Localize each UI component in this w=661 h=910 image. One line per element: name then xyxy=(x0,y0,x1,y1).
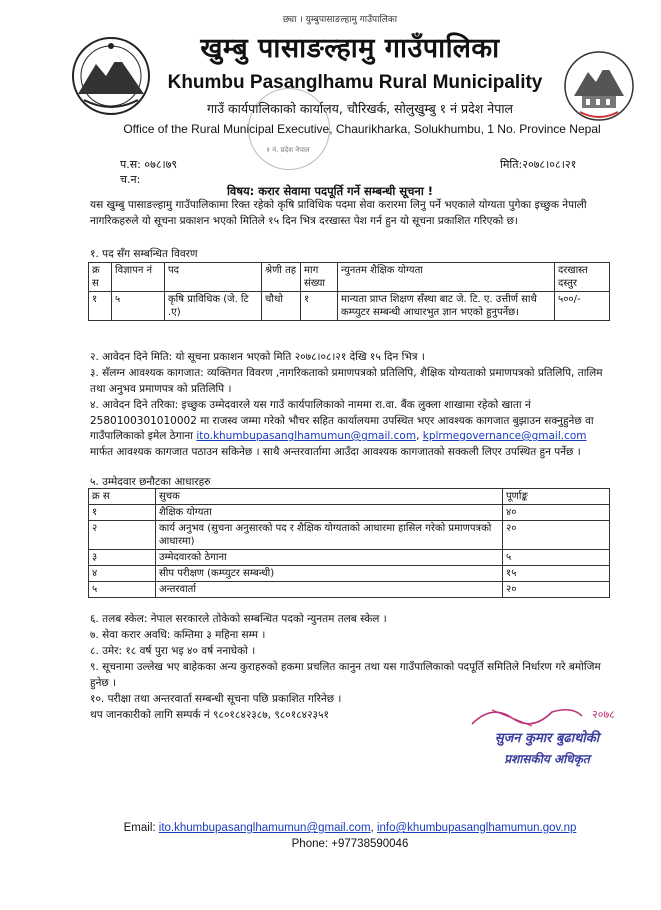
cell: सीप परीक्षण (कम्प्युटर सम्बन्धी) xyxy=(156,566,503,582)
cell: १५ xyxy=(503,566,610,582)
intro-paragraph: यस खुम्बु पासाङल्हामु गाउँपालिकामा रिक्त रहेको कृषि प्राविधिक पदमा सेवा करारमा लिनु पर्ने भएकाले योग्यता पुगेका इच्छुक नेपाली नागरिकहरुले यो सूचना प्रकाशन भएको मितिले १५ दिन भित्र दरखास्त पेश गर्न हुन यो सूचना प्रकाशित गरिएको छ। xyxy=(90,199,587,227)
email-link-governance[interactable]: kplrmegovernance@gmail.com xyxy=(422,430,587,442)
signature-scribble xyxy=(462,700,632,730)
paragraph-4-text-a: ४. आवेदन दिने तरिका: इच्छुक उम्मेदवारले यस गाउँ कार्यपालिकाको नाममा रा.वा. बैंक लुक्ला शाखामा रहेको खाता नं 2580100301010002 मा राजस्व जम्मा गरेको भौचर सहित कार्यालयमा उपस्थित भएर आवश्यक कागजात बुझाउन सक्नुहुनेछ वा गाउँपालिकाको इमेल ठेगाना xyxy=(90,399,594,442)
cell: १ xyxy=(89,505,156,521)
header-cell: न्युनतम शैक्षिक योग्यता xyxy=(338,263,555,292)
cell: ५ xyxy=(89,582,156,598)
paragraph-3: ३. सँलग्न आवश्यक कागजात: व्यक्तिगत विवरण ,नागरिकताको प्रमाणपत्रको प्रतिलिपि, शैक्षिक योग्यताको प्रमाणपत्रको प्रतिलिपि, तालिम तथा अनुभव प्रमाणपत्र को प्रतिलिपि । xyxy=(90,367,603,395)
paragraph-6: ६. तलब स्केल: नेपाल सरकारले तोकेको सम्बन्धित पदको न्युनतम तलब स्केल । xyxy=(90,613,387,625)
header-cell: सुचक xyxy=(156,489,503,505)
header-cell: विज्ञापन नं xyxy=(112,263,165,292)
header-cell: क्र स xyxy=(89,263,112,292)
section-1-heading: १. पद सँग सम्बन्धित विवरण xyxy=(90,248,198,260)
cell: उम्मेदवारको ठेगाना xyxy=(156,550,503,566)
cell: मान्यता प्राप्त शिक्षण सँस्था बाट जे. टि. ए. उत्तीर्ण साथै कम्प्युटर सम्बन्धी आधारभुत ज्ञान भएको हुनुपर्नेछ। xyxy=(338,292,555,321)
footer-email-link-1[interactable]: ito.khumbupasanglhamumun@gmail.com xyxy=(158,822,371,834)
footer-phone: Phone: +97738590046 xyxy=(291,838,409,850)
paragraph-4-text-c: मार्फत आवश्यक कागजात पठाउन सकिनेछ । साथै अन्तरवार्तामा आउँदा आवश्यक कागजातको सक्कली लिएर उपस्थित हुन पर्नेछ । xyxy=(90,445,581,458)
header-cell: माग संख्या xyxy=(301,263,338,292)
header-cell: पूर्णाङ्क xyxy=(503,489,610,505)
header-top-text: छ्या । युम्बुपासाङल्हामु गाउँपालिका xyxy=(282,15,398,25)
cell: शैक्षिक योग्यता xyxy=(156,505,503,521)
subject: विषय: करार सेवामा पदपूर्ति गर्ने सम्बन्धी सूचना ! xyxy=(226,184,434,198)
paragraph-9: ९. सूचनामा उल्लेख भए बाहेकका अन्य कुराहरुको हकमा प्रचलित कानुन तथा यस गाउँपालिकाको पदपूर्ति समितिले निर्धारण गरे बमोजिम हुनेछ । xyxy=(90,661,601,689)
selection-criteria-table xyxy=(88,488,610,598)
office-stamp xyxy=(248,88,330,170)
table-row xyxy=(89,505,610,521)
section-5-heading: ५. उम्मेदवार छनौटका आधारहरु xyxy=(90,476,211,488)
cell: २० xyxy=(503,582,610,598)
ref-number: प.स: ०७८।७९ xyxy=(120,158,178,171)
paragraph-7: ७. सेवा करार अवधि: कम्तिमा ३ महिना सम्म । xyxy=(90,629,266,641)
address-nepali: गाउँ कार्यपालिकाको कार्यालय, चौरिखर्क, सोलुखुम्बु १ नं प्रदेश नेपाल xyxy=(206,101,514,116)
header-cell: क्र स xyxy=(89,489,156,505)
paragraph-2: २. आवेदन दिने मिति: यो सूचना प्रकाशन भएको मिति २०७८।०८।२१ देखि १५ दिन भित्र । xyxy=(90,351,425,363)
paragraph-8: ८. उमेर: १८ वर्ष पुरा भइ ४० वर्ष ननाघेको । xyxy=(90,645,256,657)
header-cell: श्रेणी तह xyxy=(262,263,301,292)
cell: १ xyxy=(89,292,112,321)
cell: चौथो xyxy=(262,292,301,321)
paragraph-10: १०. परीक्षा तथा अन्तरवार्ता सम्बन्धी सूचना पछि प्रकाशित गरिनेछ । xyxy=(90,693,342,705)
footer-email-line xyxy=(110,822,590,834)
date: मिति:२०७८।०८।२१ xyxy=(500,158,577,171)
footer-separator: , xyxy=(370,822,374,834)
table-header-row xyxy=(89,489,610,505)
cell: १ xyxy=(301,292,338,321)
header-cell: पद xyxy=(165,263,262,292)
table-row xyxy=(89,292,610,321)
cell: २० xyxy=(503,521,610,550)
footer-email-link-2[interactable]: info@khumbupasanglhamumun.gov.np xyxy=(376,822,577,834)
stamp-text: १ नं. प्रदेश नेपाल xyxy=(266,146,310,154)
signature-date: २०७८ xyxy=(592,708,615,721)
cell: कृषि प्राविधिक (जे. टि .ए) xyxy=(165,292,262,321)
table-row xyxy=(89,566,610,582)
table-header-row xyxy=(89,263,610,292)
cell: कार्य अनुभव (सुचना अनुसारको पद र शैक्षिक योग्यताको आधारमा हासिल गरेको प्रमाणपत्रको आधारमा) xyxy=(156,521,503,550)
post-details-table xyxy=(88,262,610,321)
paragraph-4 xyxy=(90,398,610,460)
contact-numbers: थप जानकारीको लागि सम्पर्क नं ९८०१८४२३८७, ९८०१८४२३५१ xyxy=(90,709,329,721)
table-row xyxy=(89,582,610,598)
cell: २ xyxy=(89,521,156,550)
table-row xyxy=(89,521,610,550)
cell: ३ xyxy=(89,550,156,566)
address-english: Office of the Rural Municipal Executive, Chaurikharka, Solukhumbu, 1 No. Province Nepal xyxy=(123,122,601,136)
footer-email-label: Email: xyxy=(123,822,156,834)
cell: ५००/- xyxy=(555,292,610,321)
cell: अन्तरवार्ता xyxy=(156,582,503,598)
signatory-title: प्रशासकीय अधिकृत xyxy=(504,752,590,766)
title-nepali: खुम्बु पासाङल्हामु गाउँपालिका xyxy=(200,33,500,64)
signatory-name: सुजन कुमार बुढाथोकी xyxy=(494,731,600,746)
cell: ५ xyxy=(503,550,610,566)
cell: ४० xyxy=(503,505,610,521)
cell: ४ xyxy=(89,566,156,582)
paragraph-4-separator: , xyxy=(416,430,420,442)
header-cell: दरखास्त दस्तुर xyxy=(555,263,610,292)
email-link-ito[interactable]: ito.khumbupasanglhamumun@gmail.com xyxy=(196,430,417,442)
chalani-number: च.न: xyxy=(120,173,141,186)
cell: ५ xyxy=(112,292,165,321)
title-english: Khumbu Pasanglhamu Rural Municipality xyxy=(167,72,543,93)
table-row xyxy=(89,550,610,566)
